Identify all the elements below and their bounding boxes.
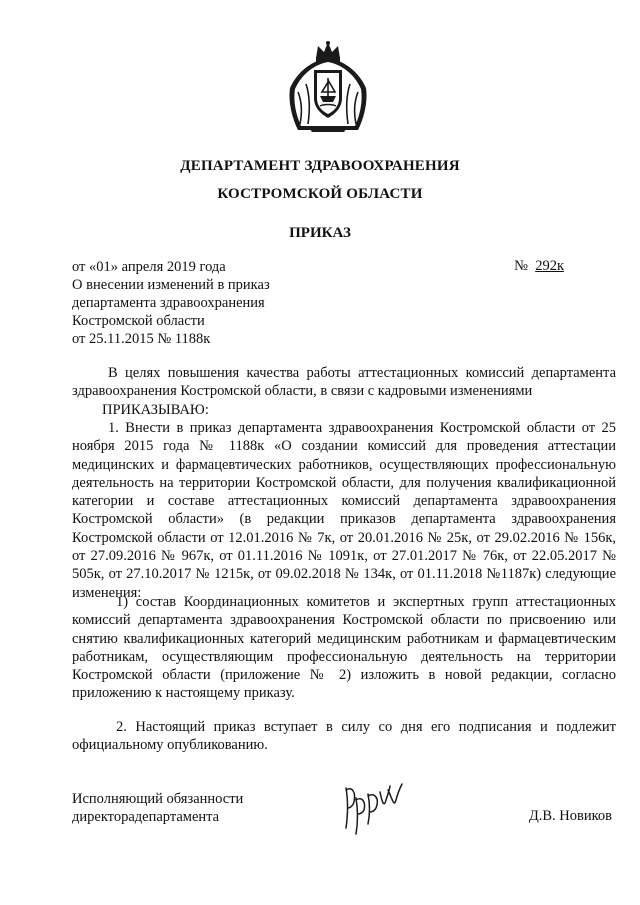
organization-name-line2: КОСТРОМСКОЙ ОБЛАСТИ [217,186,423,202]
signatory-position-line1: Исполняющий обязанности [72,791,244,807]
organization-name-line1: ДЕПАРТАМЕНТ ЗДРАВООХРАНЕНИЯ [180,158,460,174]
document-title: ПРИКАЗ [289,225,351,241]
order-number-value: 292к [535,258,564,274]
order-subject-line: О внесении изменений в приказ [72,277,270,293]
order-item-1: 1. Внести в приказ департамента здравоохранения Костромской области от 25 ноября 2015 года № 1188к «О создании комиссий для проведения аттестации медицинских и фармацевтических работников, осуществляющих профессиональную деятельность на территории Костромской области, для получения квалификационной категории и составе аттестационных комиссий департамента здравоохранения Костромской области» (в редакции приказов департамента здравоохранения Костромской области от 12.01.2016 № 7к, от 20.01.2016 № 25к, от 29.02.2016 № 156к, от 27.09.2016 № 967к, от 01.11.2016 № 1091к, от 27.01.2017 № 76к, от 22.05.2017 № 505к, от 27.10.2017 № 1215к, от 09.02.2018 № 134к, от 01.11.2018 №1187к) следующие изменения: [72,420,616,601]
preamble-block [72,364,616,419]
handwritten-signature [340,778,410,838]
coat-of-arms-emblem [284,40,372,136]
order-subject-line: Костромской области [72,313,205,329]
order-subject-line: от 25.11.2015 № 1188к [72,331,211,347]
preamble-text: В целях повышения качества работы аттестационных комиссий департамента здравоохранения Костромской области, в связи с кадровыми изменениями [72,365,616,400]
item1-block [72,419,616,602]
order-item-2: 2. Настоящий приказ вступает в силу со дня его подписания и подлежит официальному опубликованию. [72,719,616,754]
signatory-name: Д.В. Новиков [528,808,612,824]
order-date: от «01» апреля 2019 года [72,259,226,275]
order-number-prefix: № [514,258,528,274]
signatory-position-line2: директорадепартамента [72,809,220,825]
order-meta [72,258,270,348]
subitem1-block [72,593,616,703]
order-number [514,258,564,275]
item2-block [72,718,616,755]
order-directive-word: ПРИКАЗЫВАЮ: [102,401,209,418]
order-subject-line: департамента здравоохранения [72,295,265,311]
order-subitem-1: 1) состав Координационных комитетов и экспертных групп аттестационных комиссий департамента здравоохранения Костромской области по присвоению или снятию квалификационных категорий медицинским работникам и фармацевтическим работникам, осуществляющим профессиональную деятельность на территории Костромской области (приложение № 2) изложить в новой редакции, согласно приложению к настоящему приказу. [72,594,616,702]
signatory-position [72,790,243,826]
